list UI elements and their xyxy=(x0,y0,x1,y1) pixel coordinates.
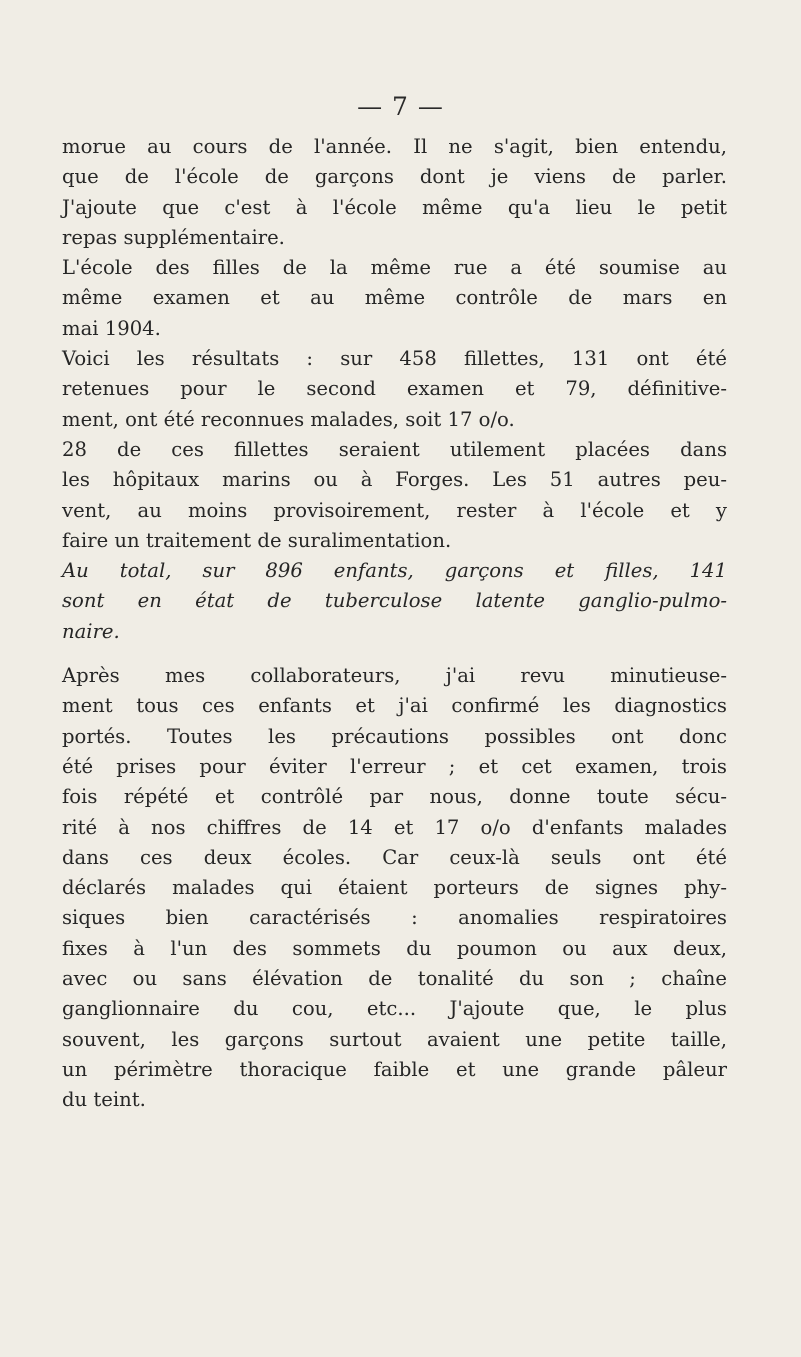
page-number: — 7 — xyxy=(357,92,444,121)
text-line: sont en état de tuberculose latente ganglio-pulmo- xyxy=(62,589,727,613)
text-line: déclarés malades qui étaient porteurs de signes phy- xyxy=(62,876,727,900)
text-line: L'école des filles de la même rue a été soumise au xyxy=(62,256,727,280)
text-line: portés. Toutes les précautions possibles ont donc xyxy=(62,724,727,748)
text-line: un périmètre thoracique faible et une grande pâleur xyxy=(62,1057,727,1081)
text-line: souvent, les garçons surtout avaient une petite taille, xyxy=(62,1027,727,1051)
text-line: naire. xyxy=(62,619,120,643)
text-line: dans ces deux écoles. Car ceux-là seuls ont été xyxy=(62,845,727,869)
text-line: Au total, sur 896 enfants, garçons et filles, 141 xyxy=(62,559,727,583)
text-line: même examen et au même contrôle de mars en xyxy=(62,286,727,310)
text-line: ganglionnaire du cou, etc... J'ajoute que, le plus xyxy=(62,997,727,1021)
body-text xyxy=(62,132,727,1116)
text-line: faire un traitement de suralimentation. xyxy=(62,528,452,552)
text-line: Après mes collaborateurs, j'ai revu minutieuse- xyxy=(62,664,727,688)
text-line: retenues pour le second examen et 79, définitive- xyxy=(62,377,727,401)
text-line: repas supplémentaire. xyxy=(62,225,285,249)
text-line: avec ou sans élévation de tonalité du son ; chaîne xyxy=(62,967,727,991)
text-line: ment, ont été reconnues malades, soit 17 o/o. xyxy=(62,407,515,431)
text-line: ment tous ces enfants et j'ai confirmé les diagnostics xyxy=(62,694,727,718)
text-line: morue au cours de l'année. Il ne s'agit, bien entendu, xyxy=(62,135,727,158)
text-line: été prises pour éviter l'erreur ; et cet examen, trois xyxy=(62,754,727,778)
text-line: vent, au moins provisoirement, rester à l'école et y xyxy=(62,498,727,522)
text-line: siques bien caractérisés : anomalies respiratoires xyxy=(62,906,727,930)
text-line: les hôpitaux marins ou à Forges. Les 51 autres peu- xyxy=(62,468,727,492)
text-line: J'ajoute que c'est à l'école même qu'a lieu le petit xyxy=(62,195,727,219)
text-line: fois répété et contrôlé par nous, donne toute sécu- xyxy=(62,785,727,809)
text-line: 28 de ces fillettes seraient utilement placées dans xyxy=(62,437,727,461)
text-line: rité à nos chiffres de 14 et 17 o/o d'enfants malades xyxy=(62,815,727,839)
text-line: fixes à l'un des sommets du poumon ou aux deux, xyxy=(62,936,727,960)
text-line: mai 1904. xyxy=(62,316,161,340)
text-line: que de l'école de garçons dont je viens de parler. xyxy=(62,165,727,189)
paragraph-gap xyxy=(62,647,727,661)
text-line: Voici les résultats : sur 458 fillettes, 131 ont été xyxy=(62,347,727,371)
text-line: du teint. xyxy=(62,1088,146,1112)
